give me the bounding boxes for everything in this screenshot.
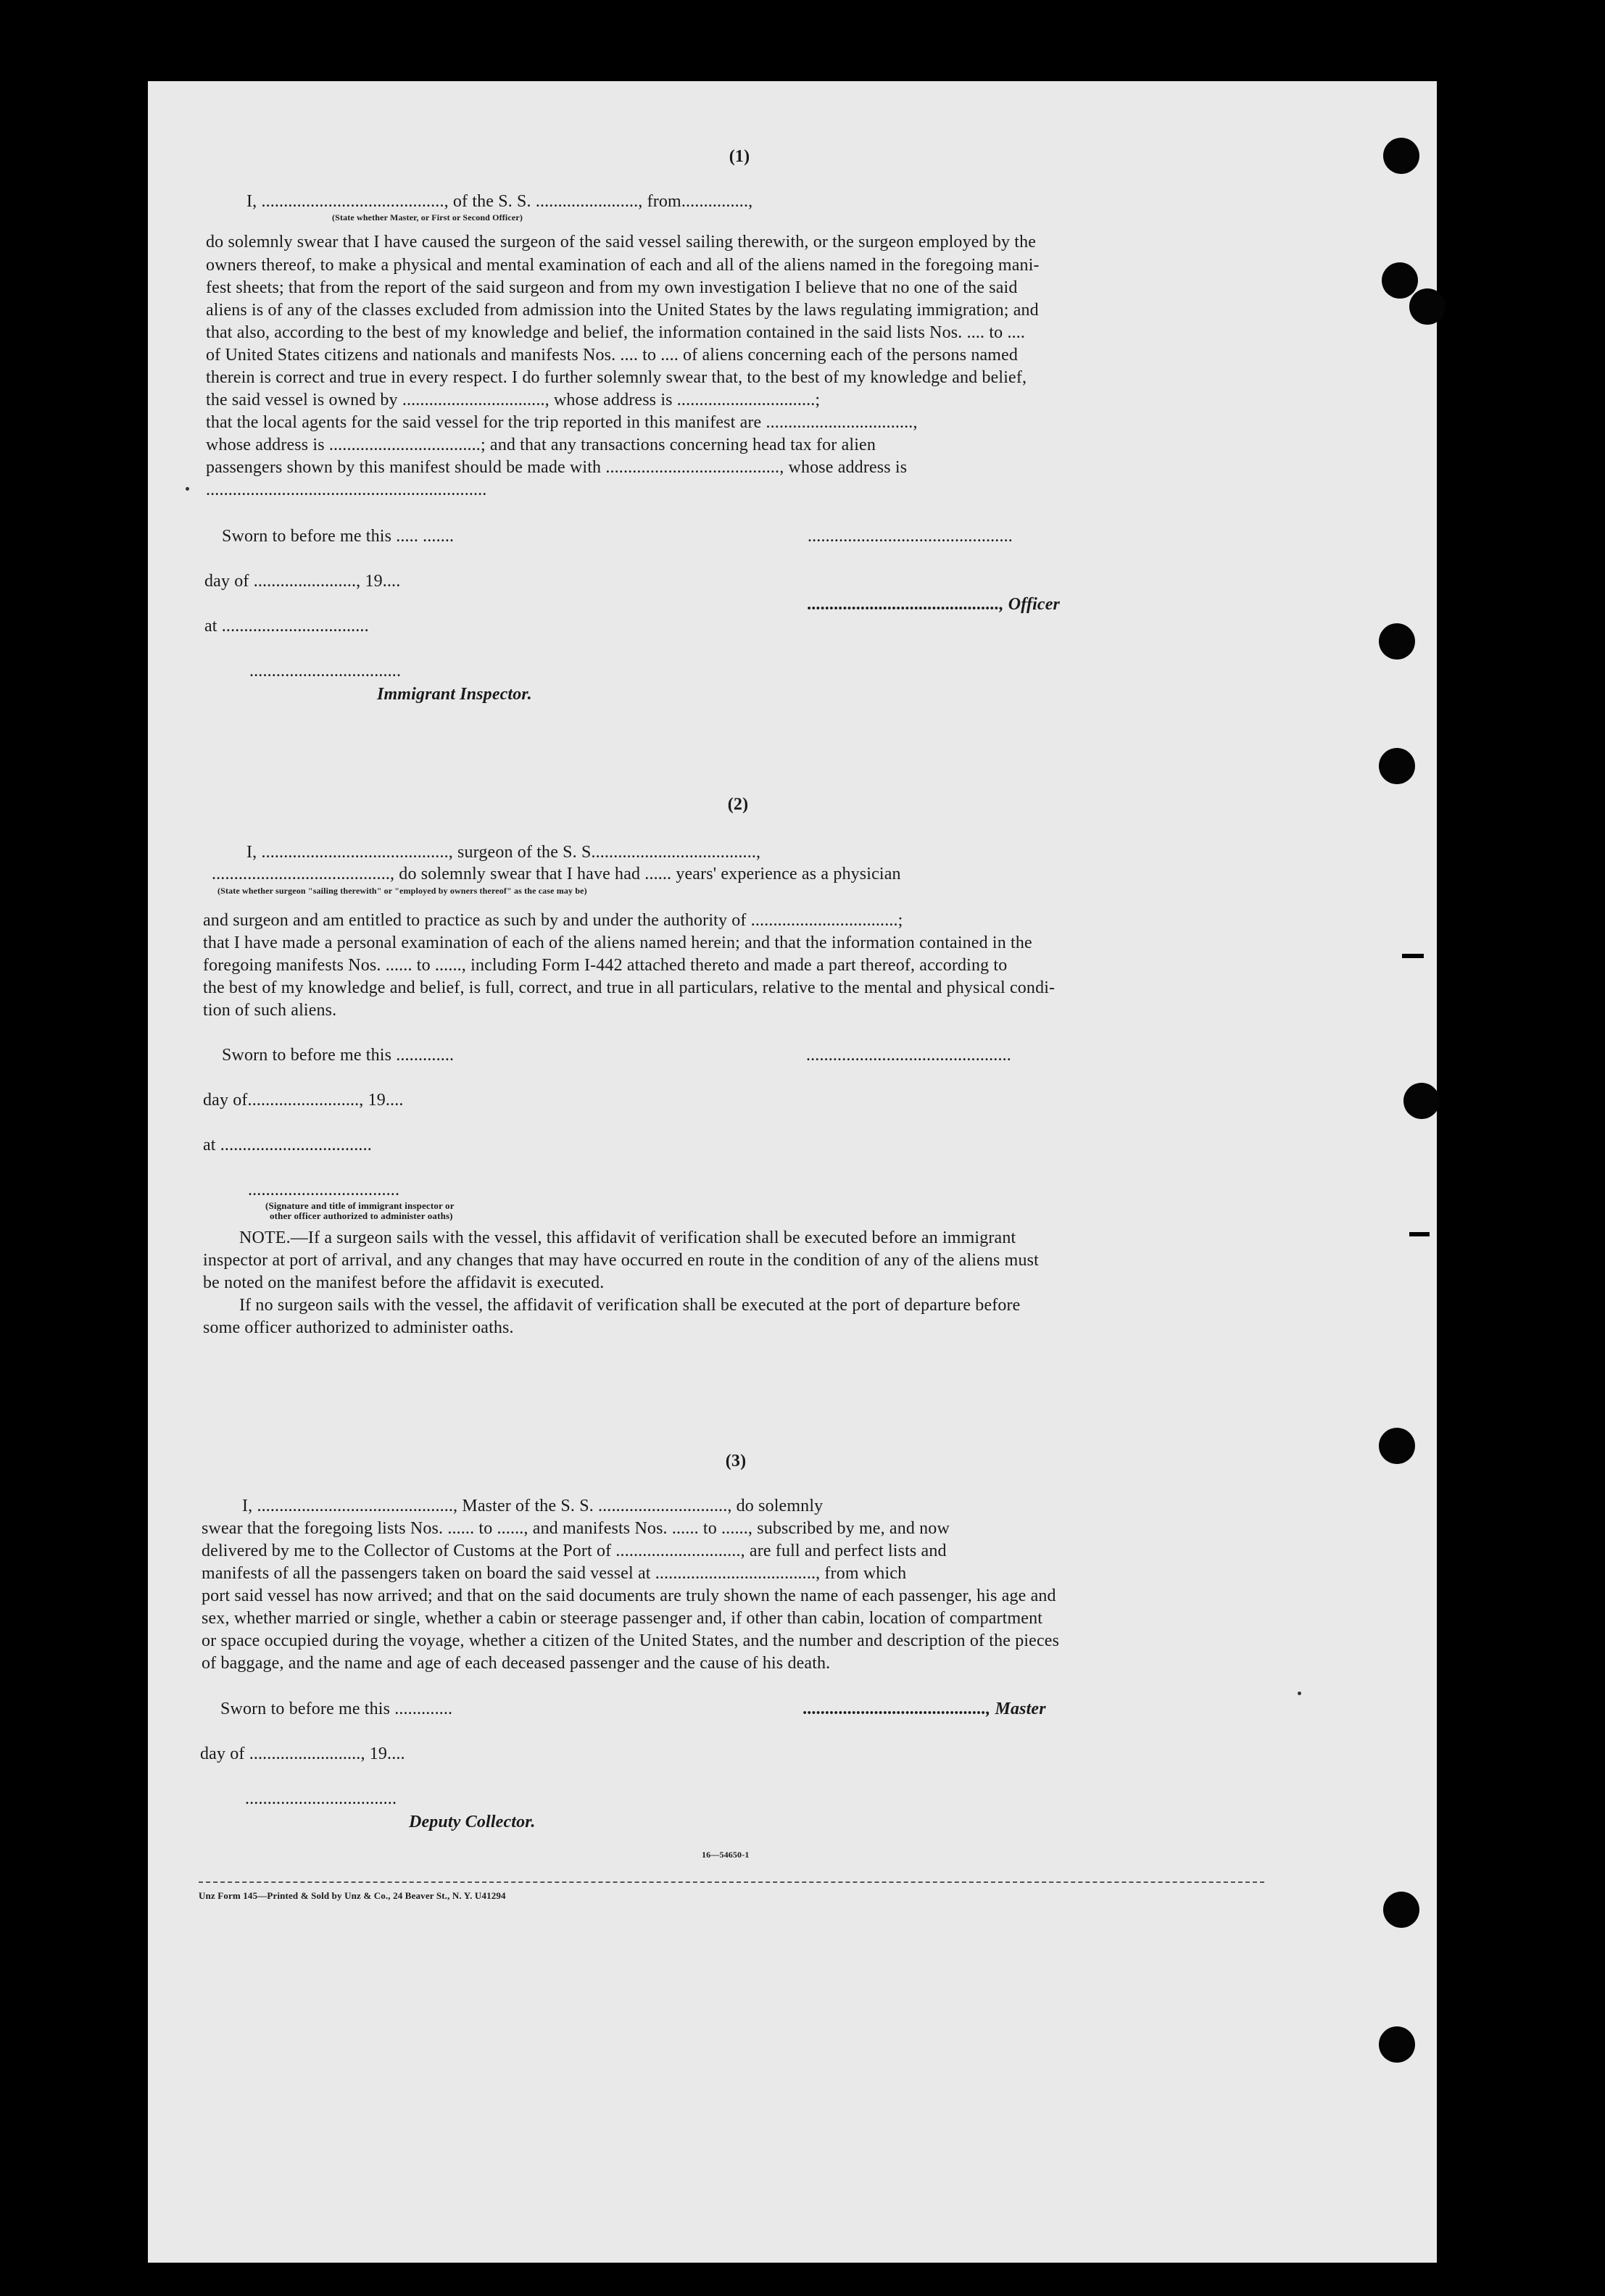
punch-hole (1383, 1892, 1419, 1928)
section-2-signature-line: .................................. (248, 1181, 400, 1199)
section-2-sworn: Sworn to before me this ............. (222, 1046, 455, 1065)
section-1-line: that the local agents for the said vessel for the trip reported in this manifest are ................................., (206, 413, 918, 432)
section-1-officer-note: (State whether Master, or First or Second Officer) (332, 212, 523, 222)
punch-hole (1409, 288, 1446, 325)
section-3-line: port said vessel has now arrived; and that on the said documents are truly shown the name of each passenger, his age and (202, 1586, 1056, 1605)
section-2-line: that I have made a personal examination of each of the aliens named herein; and that the information contained in the (203, 933, 1032, 952)
form-number: 16—54650-1 (702, 1850, 750, 1860)
note-line: be noted on the manifest before the affidavit is executed. (203, 1273, 605, 1292)
section-2-number: (2) (727, 795, 749, 814)
scan-mark (1402, 954, 1424, 958)
section-3-line: sex, whether married or single, whether a cabin or steerage passenger and, if other than cabin, location of compartment (202, 1609, 1043, 1628)
note-line: some officer authorized to administer oaths. (203, 1318, 514, 1337)
section-1-opening-line: I, ........................................., of the S. S. ......................., from..............., (246, 192, 753, 211)
note-line: inspector at port of arrival, and any changes that may have occurred en route in the condition of any of the aliens must (203, 1251, 1039, 1270)
section-2-day: day of........................., 19.... (203, 1091, 404, 1110)
section-1-inspector-signature-line: .................................. (249, 662, 402, 681)
speck (186, 487, 189, 491)
section-3-line: delivered by me to the Collector of Customs at the Port of ............................, are full and perfect lists and (202, 1542, 947, 1560)
scan-mark (1409, 1232, 1430, 1236)
section-2-signature-note: (Signature and title of immigrant inspector or (265, 1200, 455, 1211)
section-1-line: that also, according to the best of my knowledge and belief, the information contained in the said lists Nos. .... to .... (206, 323, 1026, 342)
section-3-deputy-collector-label: Deputy Collector. (409, 1813, 536, 1831)
note-line: If no surgeon sails with the vessel, the affidavit of verification shall be executed at the port of departure before (239, 1296, 1021, 1315)
section-3-master-signature: ........................................., Master (803, 1700, 1046, 1718)
section-1-inspector-label: Immigrant Inspector. (377, 685, 532, 704)
section-1-day: day of ......................., 19.... (204, 572, 401, 591)
section-3-line: I, ............................................, Master of the S. S. ............................., do solemnly (242, 1497, 824, 1515)
section-3-signature-line: .................................. (245, 1789, 397, 1808)
punch-hole (1383, 138, 1419, 174)
section-2-signature-note: other officer authorized to administer oaths) (270, 1210, 453, 1221)
printer-footer: Unz Form 145—Printed & Sold by Unz & Co., 24 Beaver St., N. Y. U41294 (199, 1890, 506, 1901)
punch-hole (1379, 748, 1415, 784)
punch-hole (1379, 2026, 1415, 2063)
section-3-line: or space occupied during the voyage, whether a citizen of the United States, and the number and description of the pieces (202, 1631, 1060, 1650)
section-2-line: tion of such aliens. (203, 1001, 337, 1020)
section-3-day: day of ........................., 19.... (200, 1744, 405, 1763)
section-1-line: whose address is ..................................; and that any transactions concerning head tax for alien (206, 436, 876, 454)
section-2-at: at .................................. (203, 1136, 372, 1155)
section-1-right-signature-line: .............................................. (808, 527, 1013, 546)
section-1-line: therein is correct and true in every respect. I do further solemnly swear that, to the best of my knowledge and belief, (206, 368, 1027, 387)
section-2-surgeon-note: (State whether surgeon "sailing therewith" or "employed by owners thereof" as the case may be) (217, 886, 587, 896)
section-3-number: (3) (725, 1452, 747, 1471)
section-2-opening-line: I, .........................................., surgeon of the S. S....................................., (246, 843, 761, 862)
speck (1298, 1692, 1301, 1695)
section-3-line: manifests of all the passengers taken on board the said vessel at ...................................., from which (202, 1564, 907, 1583)
section-1-line: passengers shown by this manifest should be made with ......................................., whose address is (206, 458, 908, 477)
section-2-right-signature-line: .............................................. (806, 1046, 1011, 1065)
punch-hole (1382, 262, 1418, 299)
section-2-second-line: ........................................, do solemnly swear that I have had ...... years' experience as a physician (212, 865, 901, 883)
section-1-line: fest sheets; that from the report of the said surgeon and from my own investigation I believe that no one of the said (206, 278, 1018, 297)
section-1-line: ............................................................... (206, 481, 487, 499)
section-1-line: aliens is of any of the classes excluded from admission into the United States by the laws regulating immigration; and (206, 301, 1039, 320)
section-1-line: the said vessel is owned by ................................, whose address is ...............................; (206, 391, 821, 409)
section-2-line: foregoing manifests Nos. ...... to ......, including Form I-442 attached thereto and made a part thereof, according to (203, 956, 1008, 975)
section-3-line: swear that the foregoing lists Nos. ...... to ......, and manifests Nos. ...... to ......, subscribed by me, and now (202, 1519, 950, 1538)
section-1-sworn: Sworn to before me this ..... ....... (222, 527, 455, 546)
punch-hole (1403, 1083, 1440, 1119)
section-1-at: at ................................. (204, 617, 369, 636)
punch-hole (1379, 623, 1415, 660)
section-2-line: the best of my knowledge and belief, is full, correct, and true in all particulars, relative to the mental and physical condi- (203, 978, 1056, 997)
section-1-line: of United States citizens and nationals and manifests Nos. .... to .... of aliens concerning each of the persons named (206, 346, 1019, 365)
section-3-line: of baggage, and the name and age of each deceased passenger and the cause of his death. (202, 1654, 831, 1673)
section-2-line: and surgeon and am entitled to practice as such by and under the authority of .................................; (203, 911, 903, 930)
section-1-line: owners thereof, to make a physical and mental examination of each and all of the aliens named in the foregoing mani- (206, 256, 1040, 275)
footer-divider (199, 1881, 1264, 1883)
punch-hole (1379, 1428, 1415, 1464)
section-3-sworn: Sworn to before me this ............. (220, 1700, 453, 1718)
note-line: NOTE.—If a surgeon sails with the vessel, this affidavit of verification shall be executed before an immigrant (239, 1228, 1016, 1247)
section-1-line: do solemnly swear that I have caused the surgeon of the said vessel sailing therewith, or the surgeon employed by the (206, 233, 1037, 251)
section-1-officer-signature: ..........................................., Officer (808, 595, 1060, 614)
section-1-number: (1) (729, 147, 750, 166)
